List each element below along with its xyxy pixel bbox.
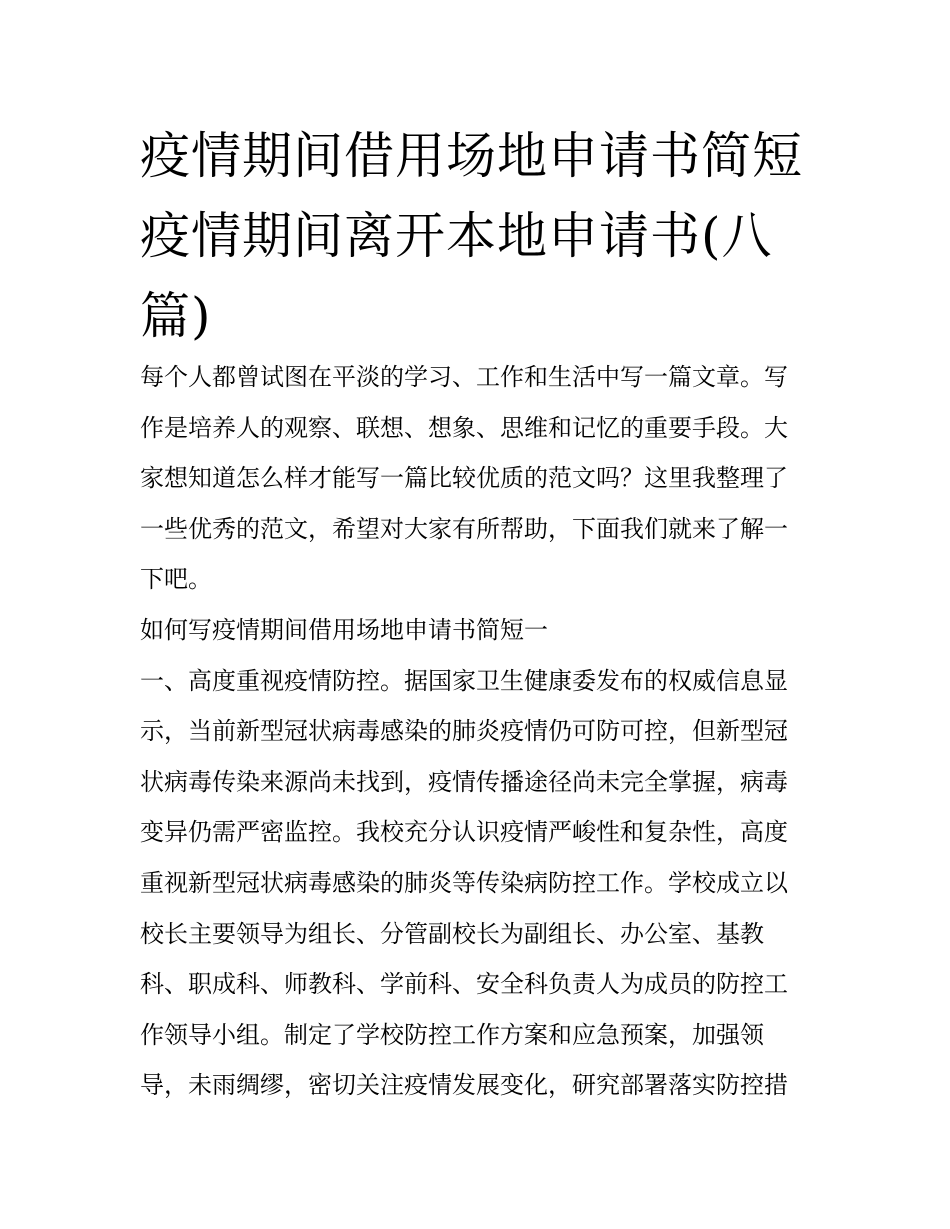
title-line: 疫情期间离开本地申请书(八	[140, 207, 773, 265]
section-paragraph	[140, 656, 820, 1111]
text-line: 变异仍需严密监控。我校充分认识疫情严峻性和复杂性，高度	[140, 818, 788, 847]
text-line: 下吧。	[140, 565, 212, 594]
document-title	[140, 116, 820, 356]
text-line: 导，未雨绸缪，密切关注疫情发展变化，研究部署落实防控措	[140, 1071, 788, 1100]
text-line: 校长主要领导为组长、分管副校长为副组长、办公室、基教	[140, 919, 764, 948]
title-line: 篇)	[140, 287, 212, 345]
text-line: 重视新型冠状病毒感染的肺炎等传染病防控工作。学校成立以	[140, 868, 788, 897]
text-line: 一、高度重视疫情防控。据国家卫生健康委发布的权威信息显	[140, 666, 788, 695]
text-line: 状病毒传染来源尚未找到，疫情传播途径尚未完全掌握，病毒	[140, 767, 788, 796]
intro-paragraph	[140, 352, 820, 605]
text-line: 示，当前新型冠状病毒感染的肺炎疫情仍可防可控，但新型冠	[140, 717, 788, 746]
text-line: 家想知道怎么样才能写一篇比较优质的范文吗？这里我整理了	[140, 464, 788, 493]
text-line: 科、职成科、师教科、学前科、安全科负责人为成员的防控工	[140, 970, 788, 999]
text-line: 作领导小组。制定了学校防控工作方案和应急预案，加强领	[140, 1020, 764, 1049]
text-line: 作是培养人的观察、联想、想象、思维和记忆的重要手段。大	[140, 413, 788, 442]
document-body	[140, 352, 820, 1111]
title-line: 疫情期间借用场地申请书简短	[140, 127, 803, 185]
text-line: 一些优秀的范文，希望对大家有所帮助，下面我们就来了解一	[140, 514, 788, 543]
text-line: 每个人都曾试图在平淡的学习、工作和生活中写一篇文章。写	[140, 363, 788, 391]
section-heading	[140, 605, 820, 656]
section-heading-text: 如何写疫情期间借用场地申请书简短一	[140, 615, 548, 644]
